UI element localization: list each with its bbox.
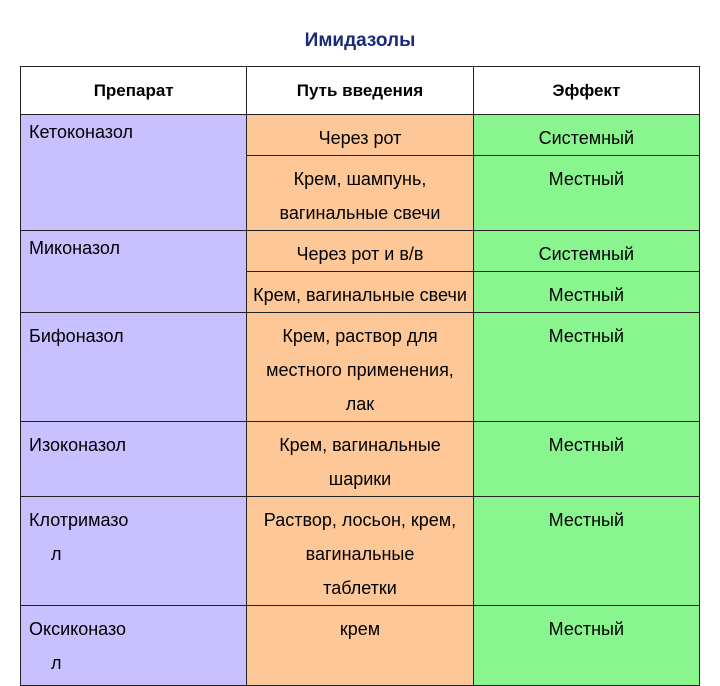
drug-cell: Миконазол [21, 231, 247, 313]
table-row [21, 422, 700, 497]
route-cell: Крем, вагинальные шарики [247, 422, 473, 497]
effect-cell: Местный [473, 272, 699, 313]
route-cell: Крем, шампунь, вагинальные свечи [247, 156, 473, 231]
table-row [21, 497, 700, 606]
route-cell: Крем, раствор для местного применения, лак [247, 313, 473, 422]
header-effect: Эффект [473, 67, 699, 115]
effect-cell: Системный [473, 115, 699, 156]
drug-cell: Изоконазол [21, 422, 247, 497]
page-title: Имидазолы [304, 30, 416, 51]
table-row [21, 313, 700, 422]
route-cell: Раствор, лосьон, крем, вагинальные таблетки [247, 497, 473, 606]
drug-cell: Кетоконазол [21, 115, 247, 231]
effect-cell: Местный [473, 156, 699, 231]
drug-cell: Клотримазо л [21, 497, 247, 606]
header-route: Путь введения [247, 67, 473, 115]
route-cell: Через рот и в/в [247, 231, 473, 272]
route-cell: Через рот [247, 115, 473, 156]
route-cell: Крем, вагинальные свечи [247, 272, 473, 313]
route-cell: крем [247, 606, 473, 686]
effect-cell: Местный [473, 606, 699, 686]
imidazoles-table [20, 66, 700, 686]
effect-cell: Местный [473, 313, 699, 422]
table-row [21, 231, 700, 272]
table-row [21, 606, 700, 686]
header-drug: Препарат [21, 67, 247, 115]
effect-cell: Местный [473, 422, 699, 497]
drug-cell: Бифоназол [21, 313, 247, 422]
table-row [21, 115, 700, 156]
table-header-row [21, 67, 700, 115]
effect-cell: Местный [473, 497, 699, 606]
effect-cell: Системный [473, 231, 699, 272]
drug-cell: Оксиконазо л [21, 606, 247, 686]
